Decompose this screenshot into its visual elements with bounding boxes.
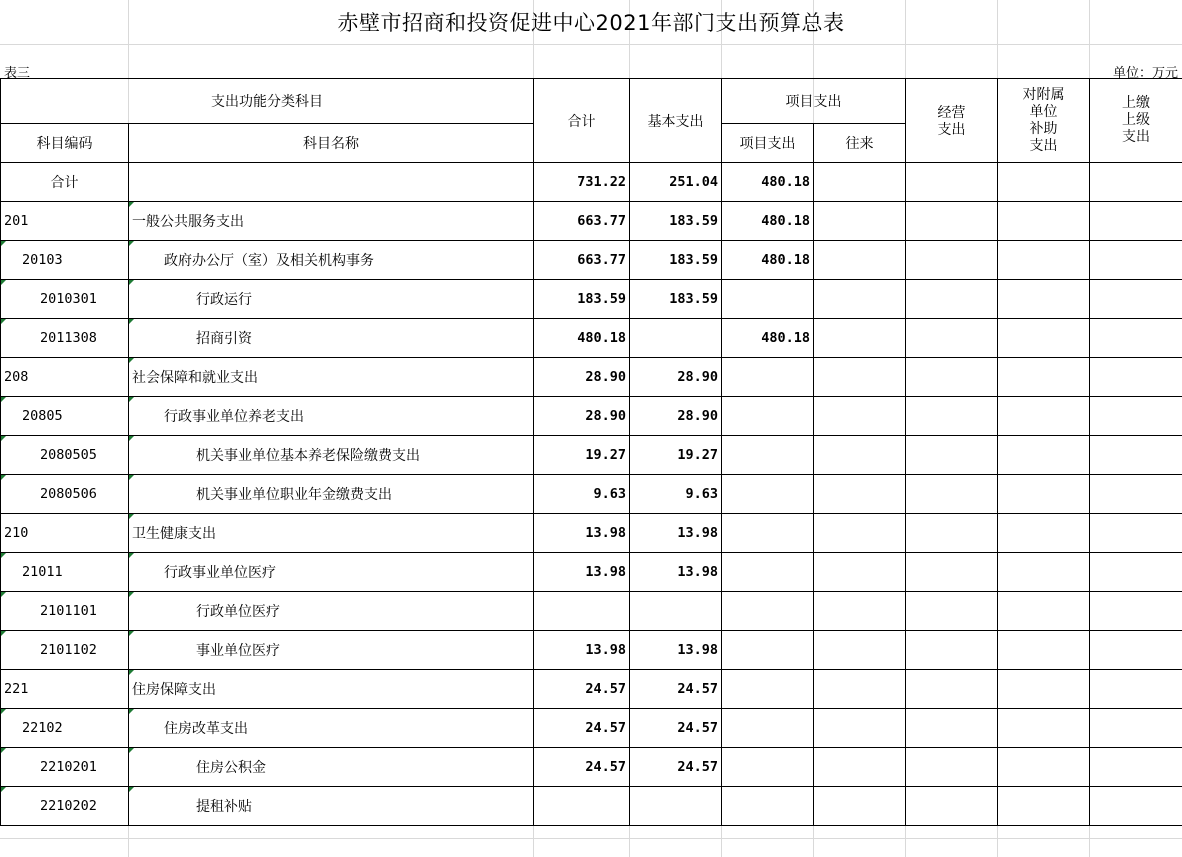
cell-project[interactable]	[722, 280, 814, 319]
grid-line	[0, 44, 1182, 45]
cell-business[interactable]	[906, 670, 998, 709]
cell-project[interactable]	[722, 397, 814, 436]
cell-project[interactable]: 480.18	[722, 163, 814, 202]
cell-transfer[interactable]	[814, 475, 906, 514]
header-total[interactable]: 合计	[534, 79, 630, 163]
cell-transfer[interactable]	[814, 280, 906, 319]
cell-code[interactable]: 20805	[1, 397, 129, 436]
cell-upper[interactable]	[1090, 163, 1182, 202]
cell-basic[interactable]: 251.04	[630, 163, 722, 202]
table-row	[1, 202, 1182, 241]
cell-name[interactable]: 卫生健康支出	[129, 514, 534, 553]
cell-name[interactable]: 行政运行	[129, 280, 534, 319]
cell-total[interactable]: 13.98	[534, 553, 630, 592]
cell-transfer[interactable]	[814, 553, 906, 592]
cell-total[interactable]: 24.57	[534, 709, 630, 748]
table-row	[1, 241, 1182, 280]
cell-subsidiary[interactable]	[998, 748, 1090, 787]
cell-upper[interactable]	[1090, 787, 1182, 826]
cell-transfer[interactable]	[814, 358, 906, 397]
cell-basic[interactable]	[630, 592, 722, 631]
cell-project[interactable]	[722, 553, 814, 592]
cell-name[interactable]: 机关事业单位基本养老保险缴费支出	[129, 436, 534, 475]
cell-business[interactable]	[906, 631, 998, 670]
cell-project[interactable]	[722, 592, 814, 631]
header-func-group[interactable]: 支出功能分类科目	[1, 79, 534, 124]
cell-name[interactable]: 招商引资	[129, 319, 534, 358]
header-project[interactable]: 项目支出	[722, 124, 814, 163]
cell-name[interactable]: 行政事业单位医疗	[129, 553, 534, 592]
table-row	[1, 748, 1182, 787]
cell-transfer[interactable]	[814, 592, 906, 631]
header-subsidiary-text: 对附属 单位 补助 支出	[1022, 87, 1065, 154]
cell-basic[interactable]: 19.27	[630, 436, 722, 475]
cell-name[interactable]: 社会保障和就业支出	[129, 358, 534, 397]
cell-total[interactable]: 24.57	[534, 670, 630, 709]
cell-upper[interactable]	[1090, 553, 1182, 592]
cell-code[interactable]: 221	[1, 670, 129, 709]
header-subsidiary[interactable]	[998, 79, 1090, 163]
cell-name[interactable]: 政府办公厅（室）及相关机构事务	[129, 241, 534, 280]
cell-transfer[interactable]	[814, 436, 906, 475]
cell-code[interactable]: 2080506	[1, 475, 129, 514]
table-row	[1, 553, 1182, 592]
cell-code[interactable]: 22102	[1, 709, 129, 748]
cell-transfer[interactable]	[814, 631, 906, 670]
cell-basic[interactable]	[630, 319, 722, 358]
cell-transfer[interactable]	[814, 670, 906, 709]
cell-basic[interactable]: 24.57	[630, 670, 722, 709]
cell-basic[interactable]	[630, 787, 722, 826]
cell-upper[interactable]	[1090, 592, 1182, 631]
cell-project[interactable]	[722, 631, 814, 670]
header-row	[1, 79, 1182, 124]
cell-code[interactable]: 201	[1, 202, 129, 241]
cell-name[interactable]: 行政单位医疗	[129, 592, 534, 631]
cell-name[interactable]: 机关事业单位职业年金缴费支出	[129, 475, 534, 514]
cell-transfer[interactable]	[814, 514, 906, 553]
budget-table	[0, 78, 1182, 826]
cell-basic[interactable]: 24.57	[630, 748, 722, 787]
cell-upper[interactable]	[1090, 670, 1182, 709]
page-title: 赤壁市招商和投资促进中心2021年部门支出预算总表	[337, 11, 845, 35]
cell-project[interactable]: 480.18	[722, 202, 814, 241]
header-upper-text: 上缴 上级 支出	[1122, 95, 1150, 145]
cell-name[interactable]: 事业单位医疗	[129, 631, 534, 670]
cell-project[interactable]	[722, 358, 814, 397]
header-business-text: 经营 支出	[937, 105, 966, 138]
cell-code[interactable]: 210	[1, 514, 129, 553]
cell-basic[interactable]: 28.90	[630, 358, 722, 397]
cell-business[interactable]	[906, 163, 998, 202]
header-project-group[interactable]: 项目支出	[722, 79, 906, 124]
cell-code[interactable]: 2011308	[1, 319, 129, 358]
cell-code[interactable]: 208	[1, 358, 129, 397]
cell-transfer[interactable]	[814, 163, 906, 202]
table-row	[1, 436, 1182, 475]
cell-business[interactable]	[906, 280, 998, 319]
cell-transfer[interactable]	[814, 241, 906, 280]
table-row	[1, 709, 1182, 748]
cell-total[interactable]: 13.98	[534, 631, 630, 670]
cell-name[interactable]: 住房改革支出	[129, 709, 534, 748]
cell-basic[interactable]: 24.57	[630, 709, 722, 748]
cell-total[interactable]: 24.57	[534, 748, 630, 787]
cell-basic[interactable]: 28.90	[630, 397, 722, 436]
cell-upper[interactable]	[1090, 202, 1182, 241]
cell-subsidiary[interactable]	[998, 787, 1090, 826]
table-row	[1, 280, 1182, 319]
table-row	[1, 397, 1182, 436]
cell-subsidiary[interactable]	[998, 670, 1090, 709]
cell-transfer[interactable]	[814, 202, 906, 241]
cell-total[interactable]: 9.63	[534, 475, 630, 514]
cell-transfer[interactable]	[814, 319, 906, 358]
cell-subsidiary[interactable]	[998, 592, 1090, 631]
cell-upper[interactable]	[1090, 241, 1182, 280]
cell-project[interactable]	[722, 514, 814, 553]
table-row	[1, 319, 1182, 358]
cell-code[interactable]: 2101101	[1, 592, 129, 631]
cell-upper[interactable]	[1090, 280, 1182, 319]
cell-name[interactable]: 住房公积金	[129, 748, 534, 787]
cell-name[interactable]: 住房保障支出	[129, 670, 534, 709]
cell-basic[interactable]: 13.98	[630, 514, 722, 553]
cell-business[interactable]	[906, 436, 998, 475]
cell-name[interactable]: 一般公共服务支出	[129, 202, 534, 241]
cell-subsidiary[interactable]	[998, 319, 1090, 358]
cell-code[interactable]: 20103	[1, 241, 129, 280]
cell-total[interactable]: 663.77	[534, 202, 630, 241]
grid-line	[0, 838, 1182, 839]
cell-subsidiary[interactable]	[998, 202, 1090, 241]
cell-name[interactable]	[129, 163, 534, 202]
table-row	[1, 670, 1182, 709]
cell-total[interactable]: 663.77	[534, 241, 630, 280]
cell-basic[interactable]: 183.59	[630, 280, 722, 319]
cell-transfer[interactable]	[814, 397, 906, 436]
table-row	[1, 592, 1182, 631]
cell-transfer[interactable]	[814, 787, 906, 826]
cell-subsidiary[interactable]	[998, 241, 1090, 280]
cell-subsidiary[interactable]	[998, 397, 1090, 436]
cell-total[interactable]	[534, 592, 630, 631]
cell-code[interactable]: 21011	[1, 553, 129, 592]
table-row	[1, 163, 1182, 202]
cell-subsidiary[interactable]	[998, 358, 1090, 397]
table-row	[1, 631, 1182, 670]
cell-subsidiary[interactable]	[998, 280, 1090, 319]
header-business[interactable]	[906, 79, 998, 163]
cell-upper[interactable]	[1090, 397, 1182, 436]
cell-project[interactable]	[722, 748, 814, 787]
cell-total[interactable]: 480.18	[534, 319, 630, 358]
cell-upper[interactable]	[1090, 631, 1182, 670]
cell-upper[interactable]	[1090, 319, 1182, 358]
cell-total[interactable]: 19.27	[534, 436, 630, 475]
cell-subsidiary[interactable]	[998, 436, 1090, 475]
cell-project[interactable]	[722, 670, 814, 709]
cell-basic[interactable]: 13.98	[630, 631, 722, 670]
cell-business[interactable]	[906, 709, 998, 748]
cell-project[interactable]	[722, 709, 814, 748]
cell-total[interactable]	[534, 787, 630, 826]
table-row	[1, 358, 1182, 397]
table-row	[1, 787, 1182, 826]
header-basic[interactable]: 基本支出	[630, 79, 722, 163]
cell-basic[interactable]: 13.98	[630, 553, 722, 592]
cell-business[interactable]	[906, 358, 998, 397]
cell-project[interactable]	[722, 436, 814, 475]
header-code[interactable]: 科目编码	[1, 124, 129, 163]
cell-code[interactable]: 2010301	[1, 280, 129, 319]
cell-name[interactable]: 行政事业单位养老支出	[129, 397, 534, 436]
cell-business[interactable]	[906, 748, 998, 787]
cell-code[interactable]: 2210201	[1, 748, 129, 787]
cell-business[interactable]	[906, 475, 998, 514]
cell-name[interactable]: 提租补贴	[129, 787, 534, 826]
cell-subsidiary[interactable]	[998, 553, 1090, 592]
cell-basic[interactable]: 183.59	[630, 241, 722, 280]
cell-code[interactable]: 2101102	[1, 631, 129, 670]
cell-code[interactable]: 2210202	[1, 787, 129, 826]
cell-upper[interactable]	[1090, 748, 1182, 787]
table-body	[1, 163, 1182, 826]
cell-transfer[interactable]	[814, 748, 906, 787]
table-number: 表三	[4, 66, 31, 81]
header-transfer[interactable]: 往来	[814, 124, 906, 163]
cell-business[interactable]	[906, 319, 998, 358]
cell-upper[interactable]	[1090, 709, 1182, 748]
cell-business[interactable]	[906, 202, 998, 241]
cell-transfer[interactable]	[814, 709, 906, 748]
table-row	[1, 475, 1182, 514]
cell-business[interactable]	[906, 553, 998, 592]
cell-code[interactable]: 合计	[1, 163, 129, 202]
cell-business[interactable]	[906, 514, 998, 553]
cell-total[interactable]: 731.22	[534, 163, 630, 202]
cell-basic[interactable]: 9.63	[630, 475, 722, 514]
cell-business[interactable]	[906, 241, 998, 280]
cell-subsidiary[interactable]	[998, 709, 1090, 748]
cell-total[interactable]: 13.98	[534, 514, 630, 553]
cell-subsidiary[interactable]	[998, 475, 1090, 514]
cell-code[interactable]: 2080505	[1, 436, 129, 475]
cell-subsidiary[interactable]	[998, 163, 1090, 202]
cell-total[interactable]: 183.59	[534, 280, 630, 319]
cell-business[interactable]	[906, 787, 998, 826]
cell-upper[interactable]	[1090, 358, 1182, 397]
cell-business[interactable]	[906, 592, 998, 631]
unit-label: 单位：万元	[1112, 66, 1178, 81]
cell-subsidiary[interactable]	[998, 514, 1090, 553]
cell-total[interactable]: 28.90	[534, 397, 630, 436]
header-upper[interactable]	[1090, 79, 1182, 163]
cell-upper[interactable]	[1090, 475, 1182, 514]
table-row	[1, 514, 1182, 553]
cell-upper[interactable]	[1090, 514, 1182, 553]
cell-subsidiary[interactable]	[998, 631, 1090, 670]
cell-upper[interactable]	[1090, 436, 1182, 475]
cell-project[interactable]: 480.18	[722, 319, 814, 358]
cell-business[interactable]	[906, 397, 998, 436]
cell-project[interactable]	[722, 787, 814, 826]
cell-basic[interactable]: 183.59	[630, 202, 722, 241]
cell-total[interactable]: 28.90	[534, 358, 630, 397]
cell-project[interactable]	[722, 475, 814, 514]
cell-project[interactable]: 480.18	[722, 241, 814, 280]
header-name[interactable]: 科目名称	[129, 124, 534, 163]
